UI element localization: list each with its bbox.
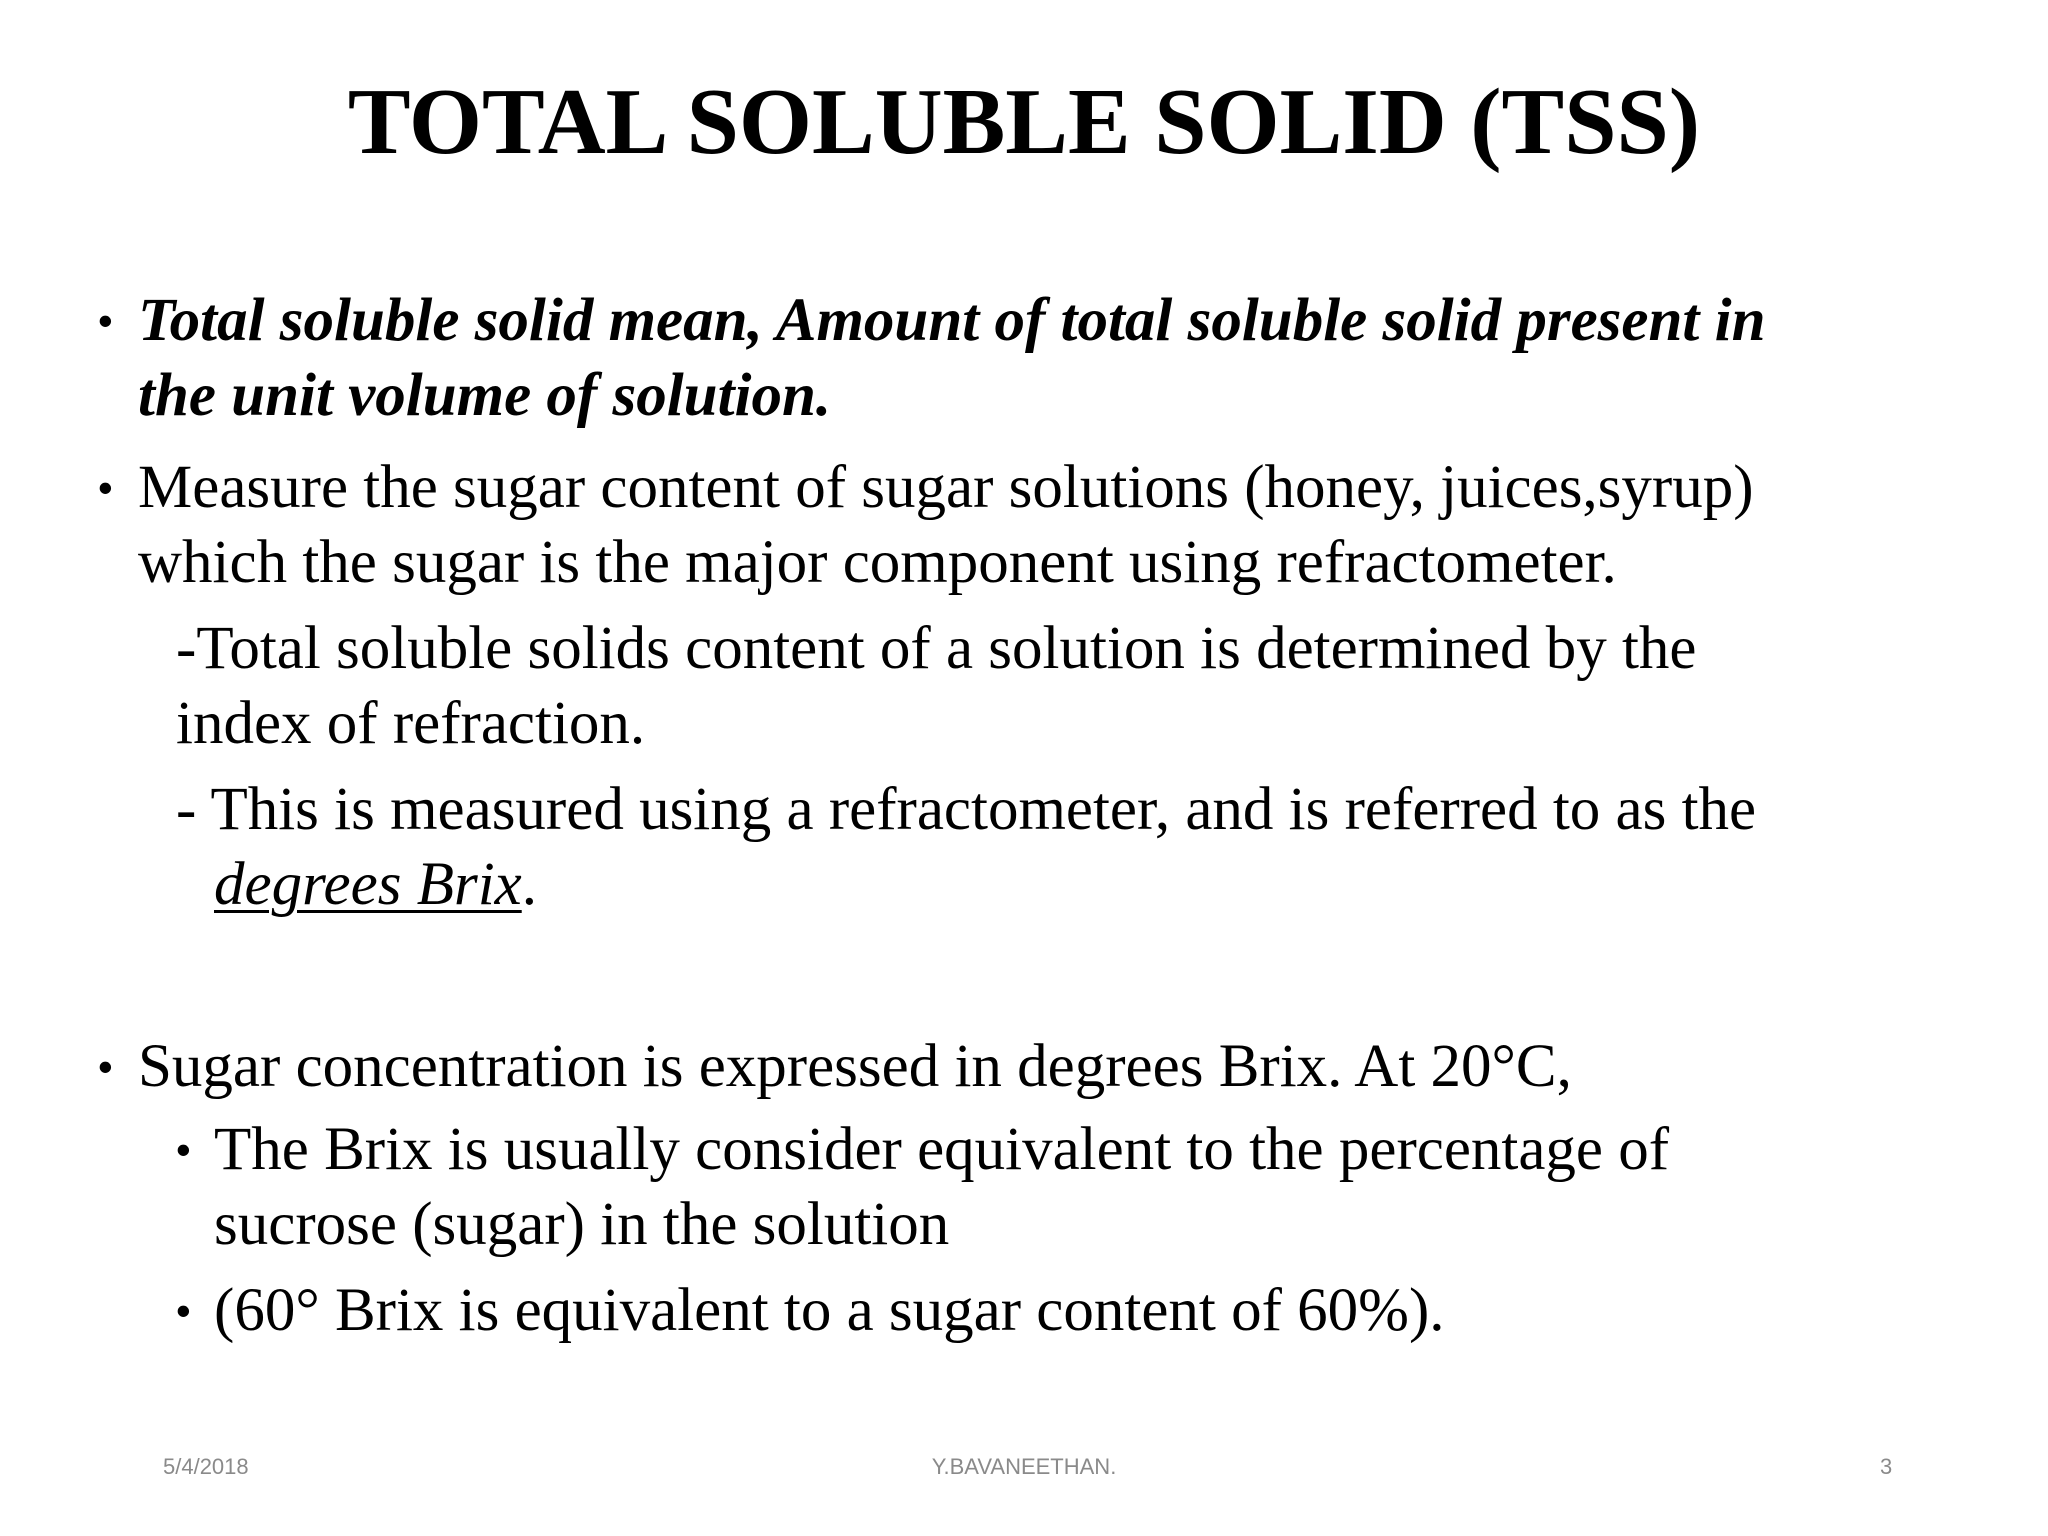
bullet-3-text [138,1029,1572,1104]
bullet-1-line-1: Total soluble solid mean, Amount of total soluble solid present in [138,287,1766,354]
bullet-2-line-1: Measure the sugar content of sugar solutions (honey, juices,syrup) [138,454,1754,521]
sub-item-2b-line-1: - This is measured using a refractometer, and is referred to as the [176,776,1757,843]
sub-item-2a-line-1: -Total soluble solids content of a solution is determined by the [176,615,1697,682]
sub-bullet-3a-line-1: The Brix is usually consider equivalent to the percentage of [214,1116,1670,1183]
sub-bullet-3a-marker: • [176,1126,191,1173]
bullet-3-line-1: Sugar concentration is expressed in degrees Brix. At 20°C, [138,1033,1572,1100]
sub-item-2b-line-2 [176,847,1756,922]
footer-author: Y.BAVANEETHAN. [931,1454,1117,1479]
footer-date: 5/4/2018 [163,1454,249,1479]
bullet-2-line-2: which the sugar is the major component using refractometer. [138,529,1617,596]
sub-bullet-3a-line-2: sucrose (sugar) in the solution [214,1191,950,1258]
sub-bullet-3b-marker: • [176,1287,191,1334]
footer-page-number: 3 [1880,1454,1893,1479]
bullet-1-line-2: the unit volume of solution. [138,362,832,429]
bullet-3-marker: • [98,1043,113,1090]
bullet-2-marker: • [98,464,113,511]
bullet-1-marker: • [98,297,113,344]
sub-bullet-3a-text [214,1112,1669,1262]
slide-title: TOTAL SOLUBLE SOLID (TSS) [347,70,1701,174]
bullet-1-text [138,283,1766,433]
sub-item-2b-text [176,772,1756,922]
bullet-2-text [138,450,1754,600]
sub-item-2a-line-2: index of refraction. [176,690,646,757]
degrees-brix-term: degrees Brix [214,851,522,918]
sub-bullet-3b-text [214,1273,1445,1348]
sub-bullet-3b-line-1: (60° Brix is equivalent to a sugar content of 60%). [214,1277,1445,1344]
sub-item-2a-text [176,611,1696,761]
sub-item-2b-tail: . [521,851,537,918]
